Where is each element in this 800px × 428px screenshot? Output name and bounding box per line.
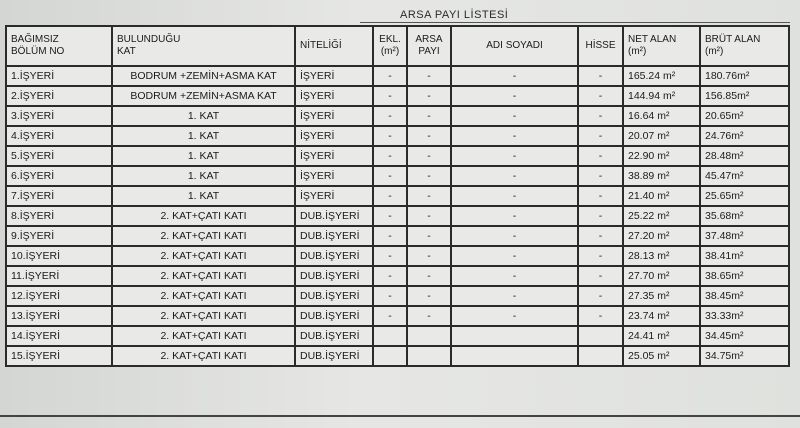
cell-arsa: - [407, 66, 451, 86]
header-arsa [407, 26, 451, 66]
header-bolum-line2: BÖLÜM NO [11, 46, 65, 57]
cell-arsa: - [407, 306, 451, 326]
cell-bolum: 2.İŞYERİ [6, 86, 112, 106]
header-ekl-line1: EKL. [379, 34, 401, 45]
header-adi [451, 26, 578, 66]
cell-net-alan: 27.70 m² [623, 266, 700, 286]
cell-adi: - [451, 186, 578, 206]
header-brut [700, 26, 789, 66]
cell-kat: 1. KAT [112, 166, 295, 186]
table-row [6, 246, 789, 266]
cell-net-alan: 23.74 m² [623, 306, 700, 326]
cell-brut-alan: 156.85m² [700, 86, 789, 106]
header-hisse-label: HİSSE [585, 40, 616, 51]
cell-nitelik: İŞYERİ [295, 106, 373, 126]
cell-bolum: 13.İŞYERİ [6, 306, 112, 326]
cell-adi: - [451, 226, 578, 246]
header-net-line1: NET ALAN [628, 34, 677, 45]
header-adi-label: ADI SOYADI [486, 40, 543, 51]
cell-hisse: - [578, 146, 623, 166]
cell-kat: 2. KAT+ÇATI KATI [112, 326, 295, 346]
cell-arsa: - [407, 186, 451, 206]
cell-bolum: 6.İŞYERİ [6, 166, 112, 186]
cell-bolum: 7.İŞYERİ [6, 186, 112, 206]
cell-bolum: 11.İŞYERİ [6, 266, 112, 286]
cell-hisse: - [578, 286, 623, 306]
cell-net-alan: 20.07 m² [623, 126, 700, 146]
cell-bolum: 5.İŞYERİ [6, 146, 112, 166]
cell-bolum: 15.İŞYERİ [6, 346, 112, 366]
cell-kat: 1. KAT [112, 126, 295, 146]
header-brut-line2: (m²) [705, 46, 724, 57]
cell-kat: 2. KAT+ÇATI KATI [112, 286, 295, 306]
cell-ekl: - [373, 226, 407, 246]
cell-kat: 1. KAT [112, 186, 295, 206]
header-net-line2: (m²) [628, 46, 647, 57]
cell-bolum: 14.İŞYERİ [6, 326, 112, 346]
cell-nitelik: DUB.İŞYERİ [295, 326, 373, 346]
cell-hisse [578, 346, 623, 366]
header-bolum [6, 26, 112, 66]
table-row [6, 126, 789, 146]
cell-ekl: - [373, 86, 407, 106]
cell-kat: 2. KAT+ÇATI KATI [112, 306, 295, 326]
cell-bolum: 4.İŞYERİ [6, 126, 112, 146]
cell-brut-alan: 37.48m² [700, 226, 789, 246]
cell-hisse: - [578, 86, 623, 106]
cell-ekl: - [373, 106, 407, 126]
cell-arsa: - [407, 126, 451, 146]
cell-brut-alan: 45.47m² [700, 166, 789, 186]
cell-adi: - [451, 106, 578, 126]
cell-ekl [373, 346, 407, 366]
header-nitelik-label: NİTELİĞİ [300, 40, 342, 51]
cell-arsa: - [407, 286, 451, 306]
arsa-payi-table [5, 25, 790, 367]
cell-ekl: - [373, 126, 407, 146]
cell-kat: 2. KAT+ÇATI KATI [112, 266, 295, 286]
table-row [6, 86, 789, 106]
cell-arsa: - [407, 226, 451, 246]
table-row [6, 186, 789, 206]
cell-brut-alan: 38.41m² [700, 246, 789, 266]
title-rule [360, 22, 790, 23]
cell-net-alan: 165.24 m² [623, 66, 700, 86]
table-body [6, 66, 789, 366]
cell-brut-alan: 35.68m² [700, 206, 789, 226]
cell-kat: BODRUM +ZEMİN+ASMA KAT [112, 66, 295, 86]
cell-ekl [373, 326, 407, 346]
cell-nitelik: DUB.İŞYERİ [295, 246, 373, 266]
cell-nitelik: DUB.İŞYERİ [295, 266, 373, 286]
cell-nitelik: DUB.İŞYERİ [295, 206, 373, 226]
cell-hisse: - [578, 206, 623, 226]
cell-bolum: 9.İŞYERİ [6, 226, 112, 246]
table-row [6, 266, 789, 286]
cell-hisse [578, 326, 623, 346]
cell-kat: 2. KAT+ÇATI KATI [112, 206, 295, 226]
cell-net-alan: 24.41 m² [623, 326, 700, 346]
header-kat-line2: KAT [117, 46, 136, 57]
cell-adi [451, 346, 578, 366]
cell-hisse: - [578, 126, 623, 146]
cell-ekl: - [373, 286, 407, 306]
cell-hisse: - [578, 106, 623, 126]
cell-nitelik: DUB.İŞYERİ [295, 226, 373, 246]
table-row [6, 226, 789, 246]
cell-hisse: - [578, 266, 623, 286]
cell-bolum: 10.İŞYERİ [6, 246, 112, 266]
table-row [6, 346, 789, 366]
cell-net-alan: 144.94 m² [623, 86, 700, 106]
cell-brut-alan: 180.76m² [700, 66, 789, 86]
header-kat [112, 26, 295, 66]
cell-net-alan: 25.22 m² [623, 206, 700, 226]
document-title: ARSA PAYI LİSTESİ [400, 9, 509, 21]
header-ekl [373, 26, 407, 66]
header-net [623, 26, 700, 66]
header-arsa-line1: ARSA [415, 34, 443, 45]
table-row [6, 106, 789, 126]
cell-kat: 1. KAT [112, 146, 295, 166]
cell-nitelik: İŞYERİ [295, 146, 373, 166]
header-kat-line1: BULUNDUĞU [117, 34, 181, 45]
cell-nitelik: İŞYERİ [295, 126, 373, 146]
cell-brut-alan: 20.65m² [700, 106, 789, 126]
header-nitelik [295, 26, 373, 66]
table-header-row [6, 26, 789, 66]
cell-kat: 2. KAT+ÇATI KATI [112, 246, 295, 266]
cell-ekl: - [373, 66, 407, 86]
cell-nitelik: İŞYERİ [295, 86, 373, 106]
cell-brut-alan: 25.65m² [700, 186, 789, 206]
table-row [6, 306, 789, 326]
header-arsa-line2: PAYI [418, 46, 440, 57]
cell-kat: 2. KAT+ÇATI KATI [112, 226, 295, 246]
cell-adi [451, 326, 578, 346]
table-row [6, 326, 789, 346]
table-row [6, 66, 789, 86]
cell-nitelik: DUB.İŞYERİ [295, 346, 373, 366]
cell-brut-alan: 33.33m² [700, 306, 789, 326]
cell-adi: - [451, 126, 578, 146]
cell-adi: - [451, 166, 578, 186]
cell-brut-alan: 28.48m² [700, 146, 789, 166]
cell-arsa: - [407, 86, 451, 106]
cell-bolum: 3.İŞYERİ [6, 106, 112, 126]
cell-kat: BODRUM +ZEMİN+ASMA KAT [112, 86, 295, 106]
cell-ekl: - [373, 266, 407, 286]
cell-arsa [407, 326, 451, 346]
cell-hisse: - [578, 166, 623, 186]
cell-ekl: - [373, 146, 407, 166]
header-bolum-line1: BAĞIMSIZ [11, 34, 59, 45]
cell-bolum: 12.İŞYERİ [6, 286, 112, 306]
table-row [6, 146, 789, 166]
cell-brut-alan: 38.65m² [700, 266, 789, 286]
cell-net-alan: 38.89 m² [623, 166, 700, 186]
cell-bolum: 1.İŞYERİ [6, 66, 112, 86]
cell-nitelik: İŞYERİ [295, 186, 373, 206]
table-row [6, 166, 789, 186]
cell-nitelik: DUB.İŞYERİ [295, 286, 373, 306]
cell-brut-alan: 34.45m² [700, 326, 789, 346]
cell-adi: - [451, 286, 578, 306]
table-row [6, 206, 789, 226]
cell-net-alan: 27.35 m² [623, 286, 700, 306]
cell-hisse: - [578, 226, 623, 246]
cell-net-alan: 16.64 m² [623, 106, 700, 126]
cell-arsa: - [407, 266, 451, 286]
cell-adi: - [451, 66, 578, 86]
cell-hisse: - [578, 306, 623, 326]
cell-brut-alan: 24.76m² [700, 126, 789, 146]
header-hisse [578, 26, 623, 66]
cell-arsa: - [407, 166, 451, 186]
cell-bolum: 8.İŞYERİ [6, 206, 112, 226]
cell-adi: - [451, 246, 578, 266]
cell-kat: 2. KAT+ÇATI KATI [112, 346, 295, 366]
cell-arsa: - [407, 106, 451, 126]
cell-ekl: - [373, 186, 407, 206]
cell-nitelik: İŞYERİ [295, 166, 373, 186]
bottom-rule [0, 415, 800, 417]
cell-arsa: - [407, 246, 451, 266]
header-ekl-line2: (m²) [380, 46, 400, 57]
cell-net-alan: 27.20 m² [623, 226, 700, 246]
cell-hisse: - [578, 246, 623, 266]
table-row [6, 286, 789, 306]
cell-arsa: - [407, 146, 451, 166]
cell-net-alan: 22.90 m² [623, 146, 700, 166]
cell-adi: - [451, 266, 578, 286]
cell-adi: - [451, 146, 578, 166]
cell-nitelik: DUB.İŞYERİ [295, 306, 373, 326]
cell-ekl: - [373, 206, 407, 226]
cell-arsa [407, 346, 451, 366]
cell-ekl: - [373, 166, 407, 186]
cell-net-alan: 28.13 m² [623, 246, 700, 266]
cell-ekl: - [373, 246, 407, 266]
cell-kat: 1. KAT [112, 106, 295, 126]
cell-adi: - [451, 86, 578, 106]
cell-hisse: - [578, 66, 623, 86]
cell-net-alan: 25.05 m² [623, 346, 700, 366]
header-brut-line1: BRÜT ALAN [705, 34, 761, 45]
cell-brut-alan: 34.75m² [700, 346, 789, 366]
cell-adi: - [451, 306, 578, 326]
cell-adi: - [451, 206, 578, 226]
cell-hisse: - [578, 186, 623, 206]
cell-ekl: - [373, 306, 407, 326]
cell-nitelik: İŞYERİ [295, 66, 373, 86]
cell-net-alan: 21.40 m² [623, 186, 700, 206]
cell-brut-alan: 38.45m² [700, 286, 789, 306]
cell-arsa: - [407, 206, 451, 226]
